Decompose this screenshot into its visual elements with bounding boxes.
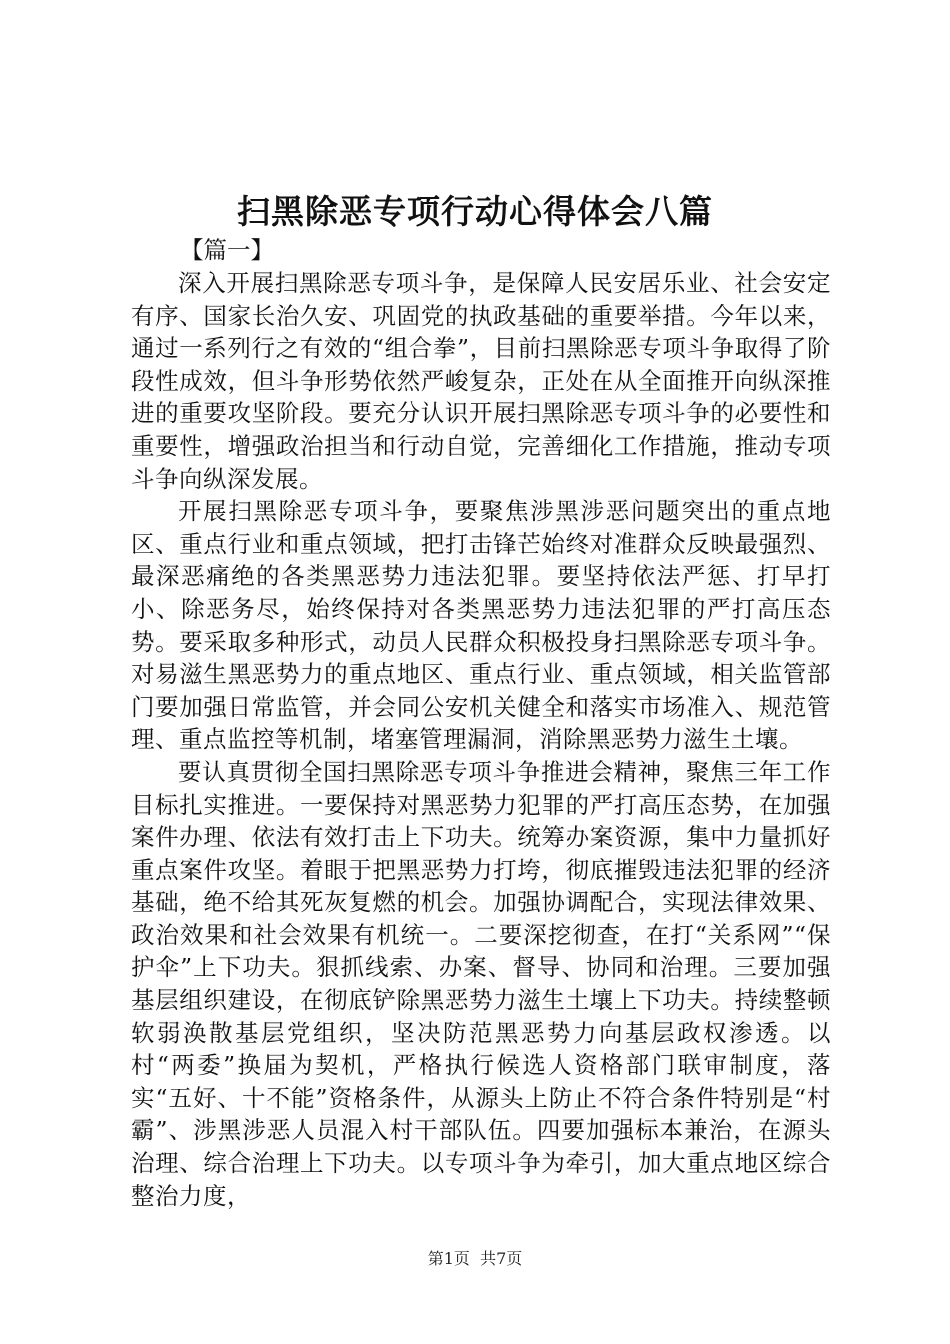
paragraph-1: 深入开展扫黑除恶专项斗争，是保障人民安居乐业、社会安定有序、国家长治久安、巩固党的执政基础的重要举措。今年以来，通过一系列行之有效的“组合拳”，目前扫黑除恶专项斗争取得了阶段性成效，但斗争形势依然严峻复杂，正处在从全面推开向纵深推进的重要攻坚阶段。要充分认识开展扫黑除恶专项斗争的必要性和重要性，增强政治担当和行动自觉，完善细化工作措施，推动专项斗争向纵深发展。 bbox=[131, 269, 831, 493]
page-footer bbox=[0, 1246, 950, 1269]
document-title: 扫黑除恶专项行动心得体会八篇 bbox=[237, 192, 713, 231]
section-label: 【篇一】 bbox=[180, 236, 274, 264]
document-body bbox=[131, 234, 831, 1212]
paragraph-2: 开展扫黑除恶专项斗争，要聚焦涉黑涉恶问题突出的重点地区、重点行业和重点领域，把打击锋芒始终对准群众反映最强烈、最深恶痛绝的各类黑恶势力违法犯罪。要坚持依法严惩、打早打小、除恶务尽，始终保持对各类黑恶势力违法犯罪的严打高压态势。要采取多种形式，动员人民群众积极投身扫黑除恶专项斗争。对易滋生黑恶势力的重点地区、重点行业、重点领域，相关监管部门要加强日常监管，并会同公安机关健全和落实市场准入、规范管理、重点监控等机制，堵塞管理漏洞，消除黑恶势力滋生土壤。 bbox=[131, 497, 831, 754]
paragraph-3: 要认真贯彻全国扫黑除恶专项斗争推进会精神，聚焦三年工作目标扎实推进。一要保持对黑恶势力犯罪的严打高压态势，在加强案件办理、依法有效打击上下功夫。统筹办案资源，集中力量抓好重点案件攻坚。着眼于把黑恶势力打垮，彻底摧毁违法犯罪的经济基础，绝不给其死灰复燃的机会。加强协调配合，实现法律效果、政治效果和社会效果有机统一。二要深挖彻查，在打“关系网”“保护伞”上下功夫。狠抓线索、办案、督导、协同和治理。三要加强基层组织建设，在彻底铲除黑恶势力滋生土壤上下功夫。持续整顿软弱涣散基层党组织，坚决防范黑恶势力向基层政权渗透。以村“两委”换届为契机，严格执行候选人资格部门联审制度，落实“五好、十不能”资格条件，从源头上防止不符合条件特别是“村霸”、涉黑涉恶人员混入村干部队伍。四要加强标本兼治，在源头治理、综合治理上下功夫。以专项斗争为牵引，加大重点地区综合整治力度， bbox=[131, 757, 831, 1210]
page-number: 第1页 共7页 bbox=[427, 1249, 523, 1268]
